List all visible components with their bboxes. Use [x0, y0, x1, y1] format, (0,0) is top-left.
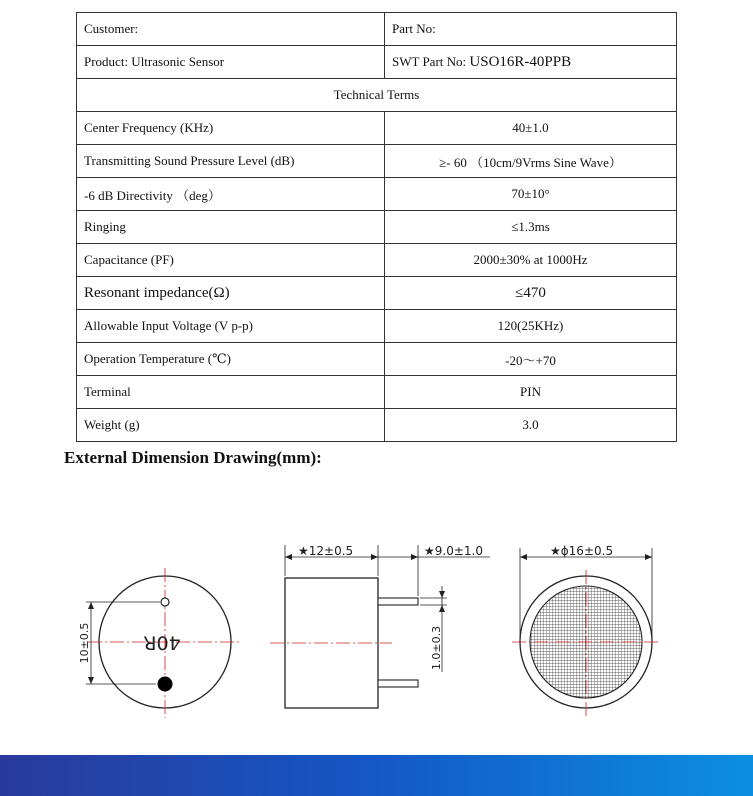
front-marking: 40R	[143, 631, 181, 654]
side-pin-top	[378, 598, 418, 605]
row-value: ≤470	[385, 277, 677, 310]
pin-hole-top	[161, 598, 169, 606]
row-label: Ringing	[77, 211, 385, 244]
drawing-heading: External Dimension Drawing(mm):	[64, 448, 322, 467]
front-view	[78, 568, 242, 718]
table-row	[77, 211, 677, 244]
pin-hole-bottom	[158, 677, 173, 692]
row-value: 40±1.0	[385, 112, 677, 145]
side-pin-diameter: 1.0±0.3	[430, 625, 443, 671]
row-label: Resonant impedance(Ω)	[77, 277, 385, 310]
row-label: Terminal	[77, 376, 385, 409]
row-label: -6 dB Directivity （deg）	[77, 178, 385, 211]
product-label: Product: Ultrasonic Sensor	[77, 46, 385, 79]
footer-bar	[0, 755, 753, 796]
table-row	[77, 277, 677, 310]
row-value: PIN	[385, 376, 677, 409]
swt-part-no-value: USO16R-40PPB	[469, 53, 572, 70]
table-row	[77, 376, 677, 409]
table-row	[77, 46, 677, 79]
row-label: Center Frequency (KHz)	[77, 112, 385, 145]
top-diameter: ★ϕ16±0.5	[550, 544, 614, 558]
front-pin-spacing: 10±0.5	[78, 622, 91, 664]
table-row	[77, 310, 677, 343]
row-value: ≥- 60 （10cm/9Vrms Sine Wave）	[385, 145, 677, 178]
table-row	[77, 79, 677, 112]
side-pin-dim-arrow	[411, 554, 418, 560]
table-row	[77, 112, 677, 145]
swt-part-no-label: SWT Part No:	[392, 53, 470, 69]
part-no-label: Part No:	[385, 13, 677, 46]
table-row	[77, 244, 677, 277]
table-row	[77, 145, 677, 178]
row-value: 3.0	[385, 409, 677, 442]
row-label: Weight (g)	[77, 409, 385, 442]
table-row	[77, 409, 677, 442]
swt-part-no-cell	[385, 46, 677, 79]
top-view	[512, 544, 660, 716]
table-row	[77, 13, 677, 46]
row-value: ≤1.3ms	[385, 211, 677, 244]
side-pin-length: ★9.0±1.0	[424, 544, 483, 558]
row-label: Allowable Input Voltage (V p-p)	[77, 310, 385, 343]
table-row	[77, 178, 677, 211]
row-value: 2000±30% at 1000Hz	[385, 244, 677, 277]
row-value: 120(25KHz)	[385, 310, 677, 343]
spec-table	[76, 12, 677, 442]
table-row	[77, 343, 677, 376]
row-value: -20～+70	[385, 343, 677, 376]
side-body-length: ★12±0.5	[298, 544, 354, 558]
side-pin-bottom	[378, 680, 418, 687]
dimension-drawing	[0, 528, 753, 728]
row-value: 70±10°	[385, 178, 677, 211]
section-title: Technical Terms	[77, 79, 677, 112]
row-label: Operation Temperature (℃)	[77, 343, 385, 376]
row-label: Capacitance (PF)	[77, 244, 385, 277]
side-view	[270, 544, 490, 708]
row-label: Transmitting Sound Pressure Level (dB)	[77, 145, 385, 178]
customer-label: Customer:	[77, 13, 385, 46]
